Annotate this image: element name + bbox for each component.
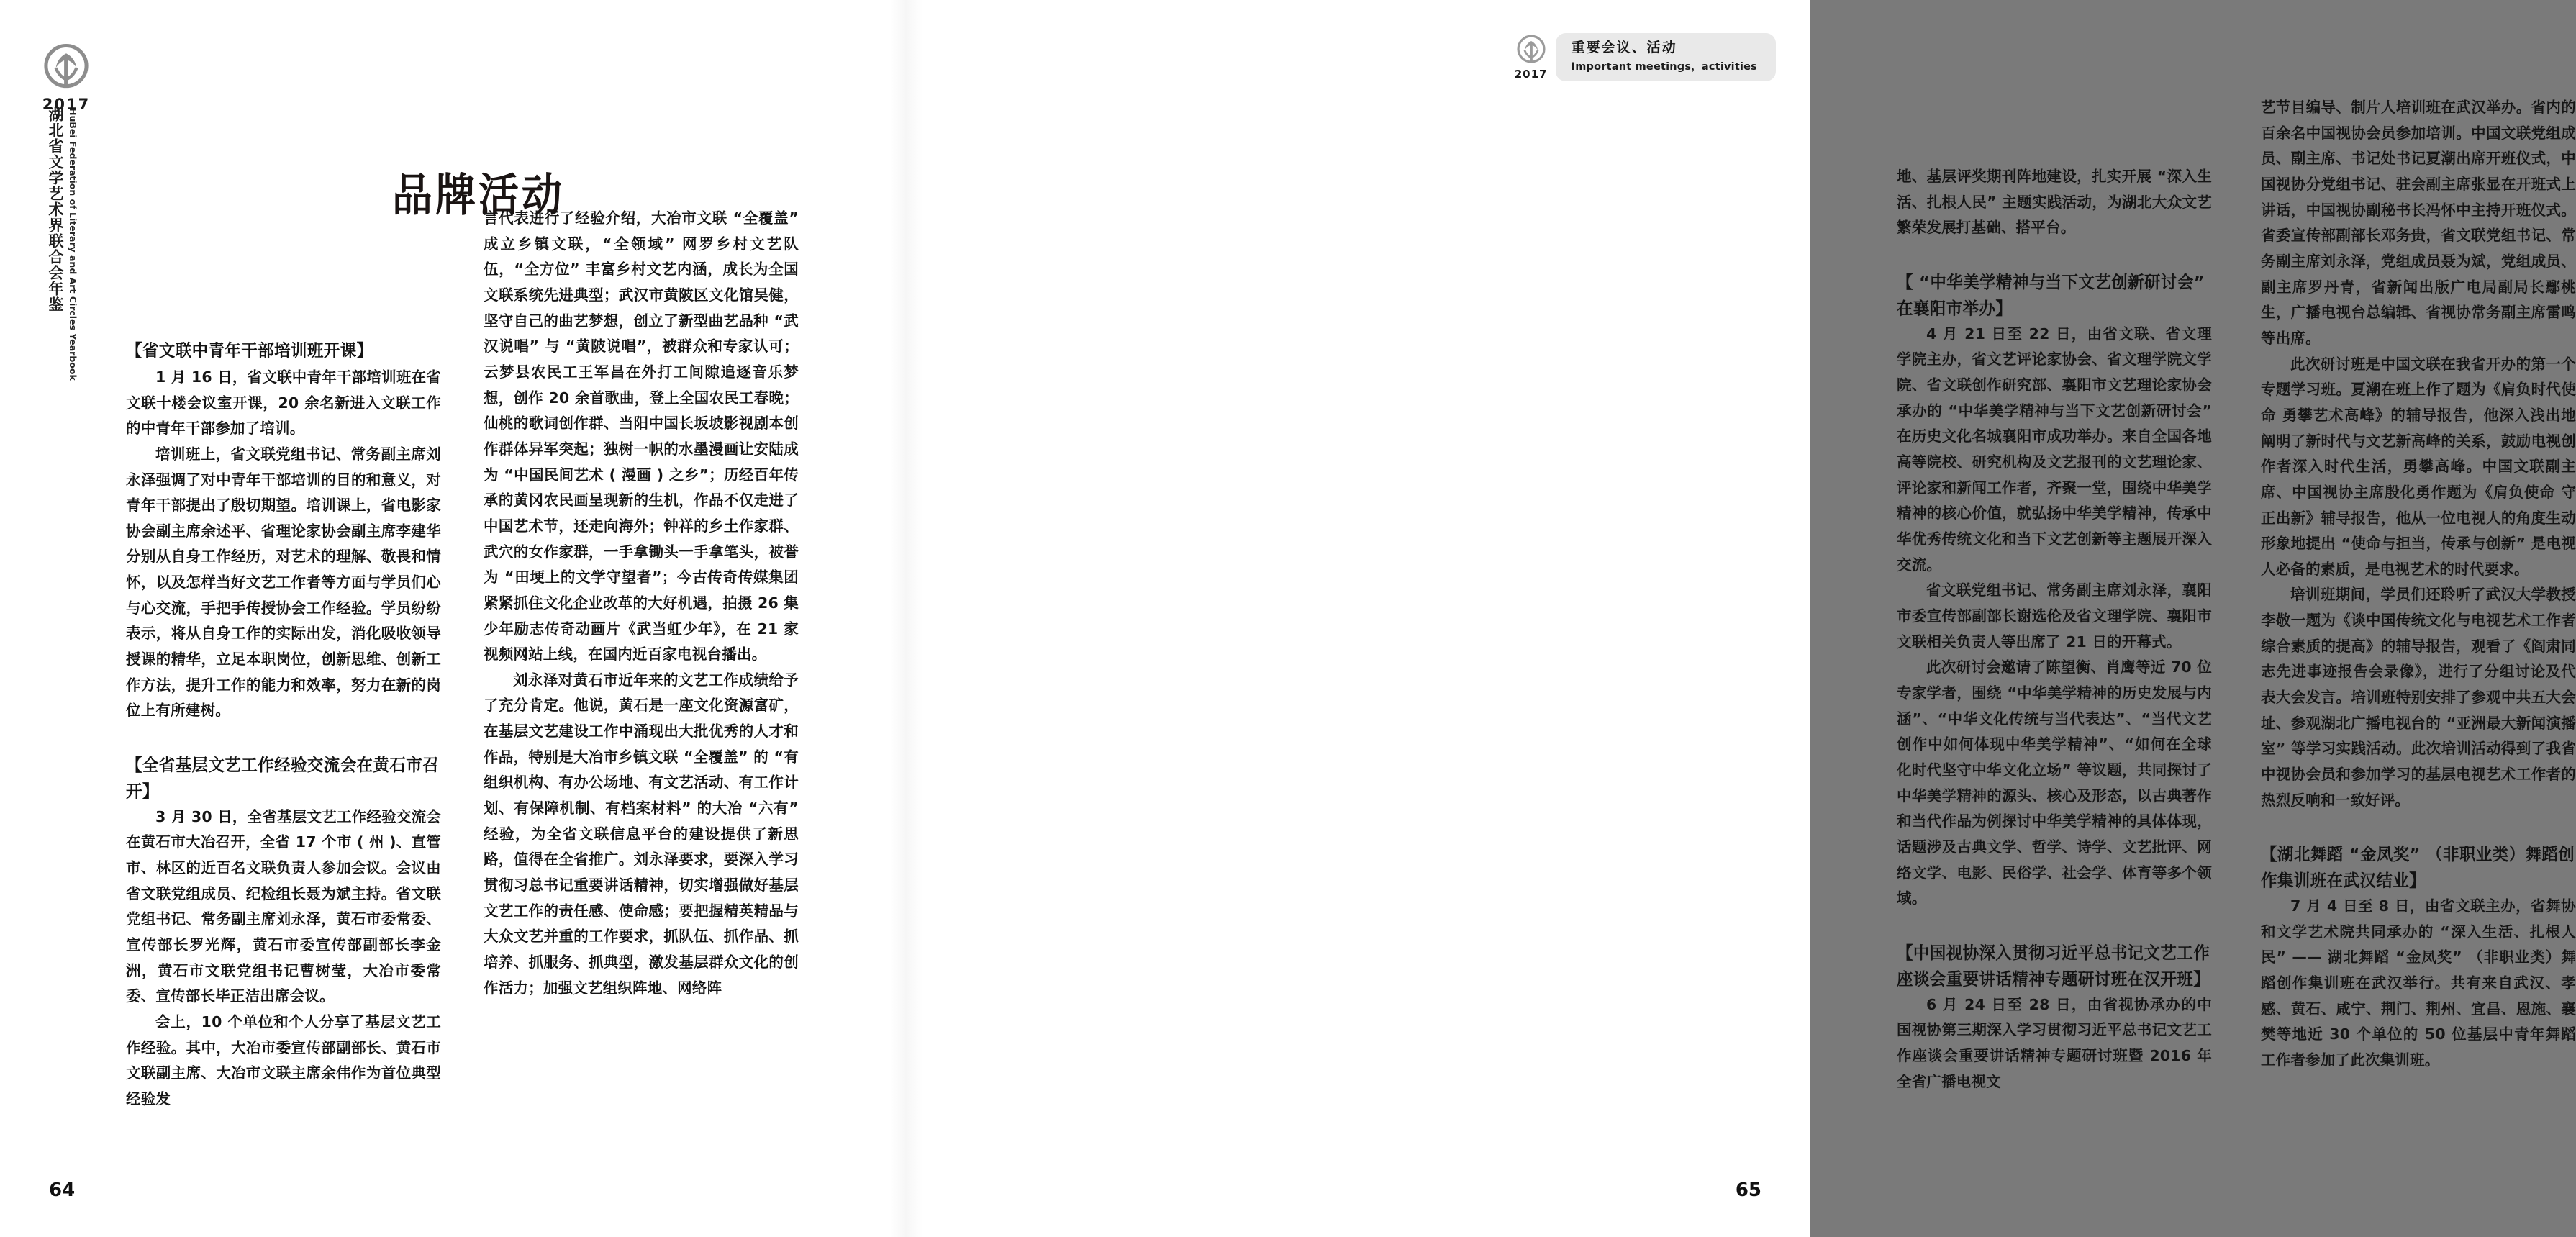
- page-number-right: 65: [1735, 1179, 1761, 1201]
- body-paragraph: 6 月 24 日至 28 日，由省视协承办的中国视协第三期深入学习贯彻习近平总书记文艺工作座谈会重要讲话精神专题研讨班暨 2016 年全省广播电视文: [1897, 995, 2212, 1090]
- body-paragraph: 7 月 4 日至 8 日，由省文联主办，省舞协和文学艺术院共同承办的 “深入生活、扎根人民” —— 湖北舞蹈 “金凤奖” （非职业类）舞蹈创作集训班在武汉举行。共有来自武汉、孝感、黄石、咸宁、荆门、荆州、宜昌、恩施、襄樊等地近 30 个单位的 50 位基层中青年舞蹈工作者参加了此次集训班。: [2261, 897, 2576, 1069]
- spine-title-block: [35, 107, 99, 452]
- body-paragraph: 培训班期间，学员们还聆听了武汉大学教授李敬一题为《谈中国传统文化与电视艺术工作者综合素质的提高》的辅导报告，观看了《阎肃同志先进事迹报告会录像》，进行了分组讨论及代表大会发言。培训班特别安排了参观中共五大会址、参观湖北广播电视台的 “亚洲最大新闻演播室” 等学习实践活动。此次培训活动得到了我省中视协会员和参加学习的基层电视艺术工作者的热烈反响和一致好评。: [2261, 586, 2576, 809]
- running-header: [1513, 33, 1776, 81]
- article-heading: 【省文联中青年干部培训班开课】: [126, 341, 373, 361]
- body-paragraph: 省文联党组书记、常务副主席刘永泽，襄阳市委宣传部副部长谢选伦及省文理学院、襄阳市文联相关负责人等出席了 21 日的开幕式。: [1897, 581, 2212, 651]
- body-paragraph: 刘永泽对黄石市近年来的文艺工作成绩给予了充分肯定。他说，黄石是一座文化资源富矿，在基层文艺建设工作中涌现出大批优秀的人才和作品，特别是大冶市乡镇文联 “全覆盖” 的 “有组织机构、有办公场地、有文艺活动、有工作计划、有保障机制、有档案材料” 的大冶 “六有” 经验，为全省文联信息平台的建设提供了新思路，值得在全省推广。刘永泽要求，要深入学习贯彻习总书记重要讲话精神，切实增强做好基层文艺工作的责任感、使命感；要把握精英精品与大众文艺并重的工作要求，抓队伍、抓作品、抓培养、抓服务、抓典型，激发基层群众文化的创作活力；加强文艺组织阵地、网络阵: [484, 671, 799, 997]
- article-heading: 【全省基层文艺工作经验交流会在黄石市召开】: [126, 756, 440, 802]
- article-heading: 【中国视协深入贯彻习近平总书记文艺工作座谈会重要讲话精神专题研讨班在汉开班】: [1897, 943, 2210, 989]
- body-paragraph: 言代表进行了经验介绍，大冶市文联 “全覆盖” 成立乡镇文联，“全领域” 网罗乡村文艺队伍，“全方位” 丰富乡村文艺内涵，成长为全国文联系统先进典型；武汉市黄陂区文化馆吴健，坚守自己的曲艺梦想，创立了新型曲艺品种 “武汉说唱” 与 “黄陂说唱”，被群众和专家认可；云梦县农民工王军昌在外打工间隙追逐音乐梦想，创作 20 余首歌曲，登上全国农民工春晚；仙桃的歌词创作群、当阳中国长坂坡影视剧本创作群体异军突起；独树一帜的水墨漫画让安陆成为 “中国民间艺术 ( 漫画 ) 之乡”；历经百年传承的黄冈农民画呈现新的生机，作品不仅走进了中国艺术节，还走向海外；钟祥的乡土作家群、武穴的女作家群，一手拿锄头一手拿笔头，被誉为 “田埂上的文学守望者”；今古传奇传媒集团紧紧抓住文化企业改革的大好机遇，拍摄 26 集少年励志传奇动画片《武当虹少年》，在 21 家视频网站上线，在国内近百家电视台播出。: [484, 209, 799, 663]
- federation-emblem-icon: [1515, 33, 1548, 66]
- body-paragraph: 3 月 30 日，全省基层文艺工作经验交流会在黄石市大冶召开，全省 17 个市 ( 州 )、直管市、林区的近百名文联负责人参加会议。会议由省文联党组成员、纪检组长聂为斌主持。省文联党组书记、常务副主席刘永泽，黄石市委常委、宣传部长罗光辉，黄石市委宣传部副部长李金洲，黄石市文联党组书记曹树莹，大冶市委常委、宣传部长毕正洁出席会议。: [126, 807, 441, 1005]
- text-column-1: [126, 338, 441, 1159]
- publisher-logo-block: [33, 41, 99, 113]
- text-column-2: [484, 206, 799, 1159]
- page-number-left: 64: [49, 1179, 76, 1201]
- body-paragraph: 此次研讨班是中国文联在我省开办的第一个专题学习班。夏潮在班上作了题为《肩负时代使命 勇攀艺术高峰》的辅导报告，他深入浅出地阐明了新时代与文艺新高峰的关系，鼓励电视创作者深入时代生活，勇攀高峰。中国文联副主席、中国视协主席殷化勇作题为《肩负使命 守正出新》辅导报告，他从一位电视人的角度生动形象地提出 “使命与担当，传承与创新” 是电视人必备的素质，是电视艺术的时代要求。: [2261, 355, 2576, 578]
- left-page: [0, 0, 905, 1237]
- body-paragraph: 此次研讨会邀请了陈望衡、肖鹰等近 70 位专家学者，围绕 “中华美学精神的历史发展与内涵”、“中华文化传统与当代表达”、“当代文艺创作中如何体现中华美学精神”、“如何在全球化时代坚守中华文化立场” 等议题，共同探讨了中华美学精神的源头、核心及形态，以古典著作和当代作品为例探讨中华美学精神的具体体现，话题涉及古典文学、哲学、诗学、文艺批评、网络文学、电影、民俗学、社会学、体育等多个领域。: [1897, 658, 2212, 907]
- right-page: [905, 0, 2576, 1237]
- running-header-title-cn: 重要会议、活动: [1571, 40, 1677, 55]
- running-header-pill: [1556, 33, 1776, 81]
- text-column-3: [1897, 164, 2212, 1160]
- page-title: 品牌活动: [392, 169, 565, 222]
- running-header-year: 2017: [1514, 68, 1548, 81]
- spine-title-en: HuBei Federation of Literary and Art Circles Yearbook: [68, 108, 78, 381]
- body-paragraph: 1 月 16 日，省文联中青年干部培训班在省文联十楼会议室开课，20 余名新进入文联工作的中青年干部参加了培训。: [126, 368, 441, 438]
- article-heading: 【湖北舞蹈 “金凤奖” （非职业类）舞蹈创作集训班在武汉结业】: [2261, 845, 2575, 891]
- article-heading: 【 “中华美学精神与当下文艺创新研讨会” 在襄阳市举办】: [1897, 273, 2205, 319]
- body-paragraph: 会上，10 个单位和个人分享了基层文艺工作经验。其中，大冶市委宣传部副部长、黄石市文联副主席、大冶市文联主席余伟作为首位典型经验发: [126, 1013, 441, 1108]
- running-header-logo-block: [1513, 33, 1550, 81]
- body-paragraph: 培训班上，省文联党组书记、常务副主席刘永泽强调了对中青年干部培训的目的和意义，对青年干部提出了殷切期望。培训课上，省电影家协会副主席余述平、省理论家协会副主席李建华分别从自身工作经历，对艺术的理解、敬畏和情怀，以及怎样当好文艺工作者等方面与学员们心与心交流，手把手传授协会工作经验。学员纷纷表示，将从自身工作的实际出发，消化吸收领导授课的精华，立足本职岗位，创新思维、创新工作方法，提升工作的能力和效率，努力在新的岗位上有所建树。: [126, 445, 441, 720]
- body-paragraph: 地、基层评奖期刊阵地建设，扎实开展 “深入生活、扎根人民” 主题实践活动，为湖北大众文艺繁荣发展打基础、搭平台。: [1897, 168, 2212, 237]
- logo-year-label: 2017: [42, 96, 91, 113]
- body-paragraph: 艺节目编导、制片人培训班在武汉举办。省内的百余名中国视协会员参加培训。中国文联党组成员、副主席、书记处书记夏潮出席开班仪式，中国视协分党组书记、驻会副主席张显在开班式上讲话，中国视协副秘书长冯怀中主持开班仪式。省委宣传部副部长邓务贵，省文联党组书记、常务副主席刘永泽，党组成员聂为斌，党组成员、副主席罗丹青，省新闻出版广电局副局长鄢桃生，广播电视台总编辑、省视协常务副主席雷鸣等出席。: [2261, 99, 2576, 347]
- spine-title-cn: 湖北省文学艺术界联合会年鉴: [47, 107, 65, 312]
- body-paragraph: 4 月 21 日至 22 日，由省文联、省文理学院主办，省文艺评论家协会、省文理学院文学院、省文联创作研究部、襄阳市文艺理论家协会承办的 “中华美学精神与当下文艺创新研讨会” 在历史文化名城襄阳市成功举办。来自全国各地高等院校、研究机构及文艺报刊的文艺理论家、评论家和新闻工作者，齐聚一堂，围绕中华美学精神的核心价值，就弘扬中华美学精神，传承中华优秀传统文化和当下文艺创新等主题展开深入交流。: [1897, 325, 2212, 574]
- federation-emblem-icon: [40, 41, 92, 93]
- text-column-4: [2261, 95, 2576, 1160]
- running-header-title-en: Important meetings，activities: [1571, 60, 1757, 73]
